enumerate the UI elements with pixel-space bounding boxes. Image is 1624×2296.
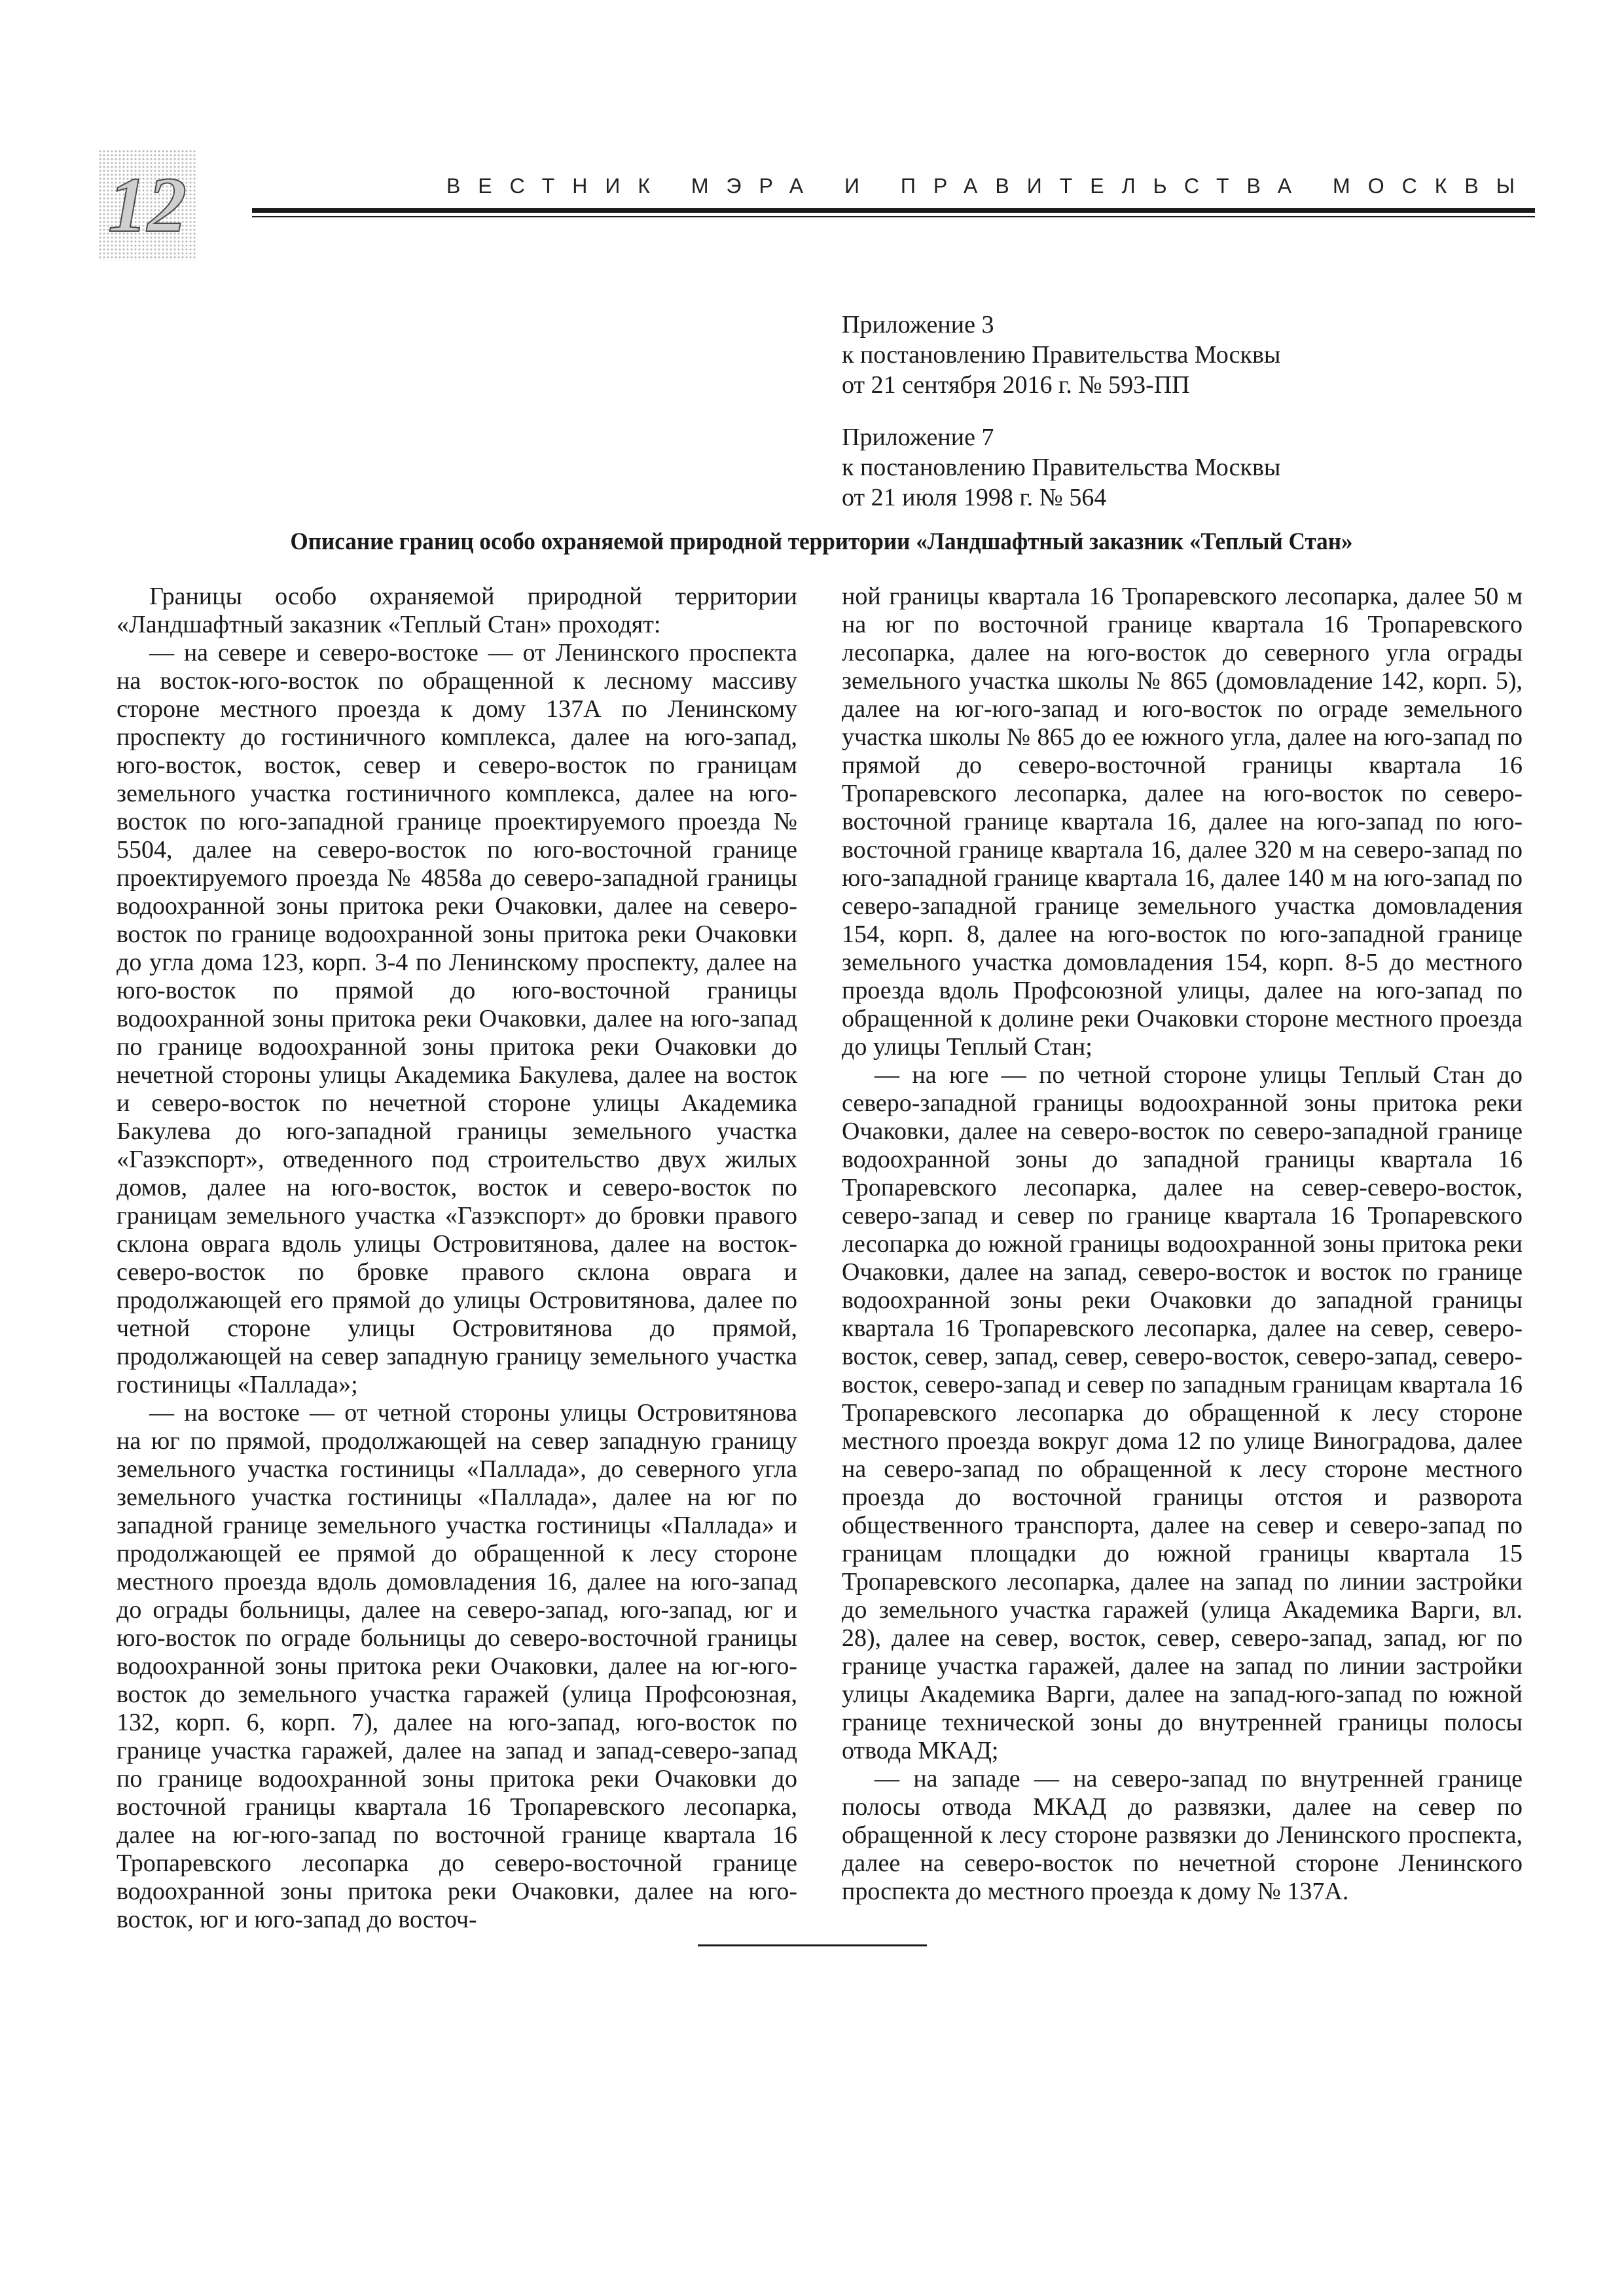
- appendix-7-ref: к постановлению Правительства Москвы: [842, 454, 1281, 481]
- paragraph-south: — на юге — по четной стороне улицы Теплый Стан до северо-западной границы водоохранной зоны притока реки Очаковки, далее на северо-восток по северо-западной границе водоохранной зоны до западной границы квартала 16 Тропаревского лесопарка, далее на север-северо-восток, северо-запад и север по границе квартала 16 Тропаревского лесопарка до южной границы водоохранной зоны притока реки Очаковки, далее на запад, северо-восток и восток по границе водоохранной зоны реки Очаковки до западной границы квартала 16 Тропаревского лесопарка, далее на север, северо-восток, север, запад, север, северо-восток, северо-запад, северо-восток, северо-запад и север по западным границам квартала 16 Тропаревского лесопарка до обращенной к лесу стороне местного проезда вокруг дома 12 по улице Виноградова, далее на северо-запад по обращенной к лесу стороне местного проезда до восточной границы отстоя и разворота общественного транспорта, далее на север и северо-запад по границам площадки до южной границы квартала 15 Тропаревского лесопарка, далее на запад по линии застройки до земельного участка гаражей (улица Академика Варги, вл. 28), далее на север, восток, север, северо-запад, запад, юг по границе участка гаражей, далее на запад по линии застройки улицы Академика Варги, далее на запад-юго-запад по южной границе технической зоны до внутренней границы полосы отвода МКАД;: [842, 1061, 1523, 1764]
- paragraph-east-continued: ной границы квартала 16 Тропаревского лесопарка, далее 50 м на юг по восточной границе квартала 16 Тропаревского лесопарка, далее на юго-восток до северного угла ограды земельного участка школы № 865 (домовладение 142, корп. 5), далее на юг-юго-запад и юго-восток по ограде земельного участка школы № 865 до ее южного угла, далее на юго-запад по прямой до северо-восточной границы квартала 16 Тропаревского лесопарка, далее на юго-восток по северо-восточной границе квартала 16, далее на юго-запад по юго-восточной границе квартала 16, далее 320 м на северо-запад по юго-западной границе квартала 16, далее 140 м на юго-запад по северо-западной границе земельного участка домовладения 154, корп. 8, далее на юго-восток по юго-западной границе земельного участка домовладения 154, корп. 8-5 до местного проезда вдоль Профсоюзной улицы, далее на юго-запад по обращенной к долине реки Очаковки стороне местного проезда до улицы Теплый Стан;: [842, 583, 1523, 1061]
- appendix-3-ref: к постановлению Правительства Москвы: [842, 341, 1281, 369]
- document-title: Описание границ особо охраняемой природной территории «Ландшафтный заказник «Теплый Стан»: [290, 528, 1353, 555]
- publication-masthead: ВЕСТНИК МЭРА И ПРАВИТЕЛЬСТВА МОСКВЫ: [446, 174, 1532, 198]
- right-column: [842, 583, 1523, 1906]
- left-column: [117, 583, 797, 1934]
- appendix-7-date: от 21 июля 1998 г. № 564: [842, 484, 1107, 511]
- paragraph-east: — на востоке — от четной стороны улицы Островитянова на юг по прямой, продолжающей на север западную границу земельного участка гостиницы «Паллада», до северного угла земельного участка гостиницы «Паллада», далее на юг по западной границе земельного участка гостиницы «Паллада» и продолжающей ее прямой до обращенной к лесу стороне местного проезда вдоль домовладения 16, далее на юго-запад до ограды больницы, далее на северо-запад, юго-запад, юг и юго-восток по ограде больницы до северо-восточной границы водоохранной зоны притока реки Очаковки, далее на юг-юго-восток до земельного участка гаражей (улица Профсоюзная, 132, корп. 6, корп. 7), далее на юго-запад, юго-восток по границе участка гаражей, далее на запад и запад-северо-запад по границе водоохранной зоны притока реки Очаковки до восточной границы квартала 16 Тропаревского лесопарка, далее на юг-юго-запад по восточной границе квартала 16 Тропаревского лесопарка до северо-восточной границе водоохранной зоны притока реки Очаковки, далее на юго-восток, юг и юго-запад до восточ-: [117, 1399, 797, 1933]
- header-rule-thin: [252, 216, 1535, 217]
- appendix-block-3: [842, 310, 1431, 400]
- appendix-3-date: от 21 сентября 2016 г. № 593-ПП: [842, 371, 1190, 399]
- paragraph-west: — на западе — на северо-запад по внутренней границе полосы отвода МКАД до развязки, далее на север по обращенной к лесу стороне развязки до Ленинского проспекта, далее на северо-восток по нечетной стороне Ленинского проспекта до местного проезда к дому № 137А.: [842, 1765, 1523, 1905]
- appendix-7-title: Приложение 7: [842, 424, 994, 451]
- end-of-document-rule: [698, 1944, 927, 1946]
- paragraph-north: — на севере и северо-востоке — от Ленинского проспекта на восток-юго-восток по обращенной к лесному массиву стороне местного проезда к дому 137А по Ленинскому проспекту до гостиничного комплекса, далее на юго-запад, юго-восток, восток, север и северо-восток по границам земельного участка гостиничного комплекса, далее на юго-восток по юго-западной границе проектируемого проезда № 5504, далее на северо-восток по юго-восточной границе проектируемого проезда № 4858а до северо-западной границы водоохранной зоны притока реки Очаковки, далее на северо-восток по границе водоохранной зоны притока реки Очаковки до угла дома 123, корп. 3-4 по Ленинскому проспекту, далее на юго-восток по прямой до юго-восточной границы водоохранной зоны притока реки Очаковки, далее на юго-запад по границе водоохранной зоны притока реки Очаковки до нечетной стороны улицы Академика Бакулева, далее на восток и северо-восток по нечетной стороне улицы Академика Бакулева до юго-западной границы земельного участка «Газэкспорт», отведенного под строительство двух жилых домов, далее на юго-восток, восток и северо-восток по границам земельного участка «Газэкспорт» до бровки правого склона оврага вдоль улицы Островитянова, далее на восток-северо-восток по бровке правого склона оврага и продолжающей его прямой до улицы Островитянова, далее по четной стороне улицы Островитянова до прямой, продолжающей на север западную границу земельного участка гостиницы «Паллада»;: [117, 639, 797, 1398]
- appendix-block-7: [842, 422, 1431, 513]
- appendix-3-title: Приложение 3: [842, 311, 994, 338]
- header-rule-thick: [252, 208, 1535, 213]
- paragraph-intro: Границы особо охраняемой природной территории «Ландшафтный заказник «Теплый Стан» проходят:: [117, 583, 797, 638]
- page-number: 12: [98, 149, 196, 261]
